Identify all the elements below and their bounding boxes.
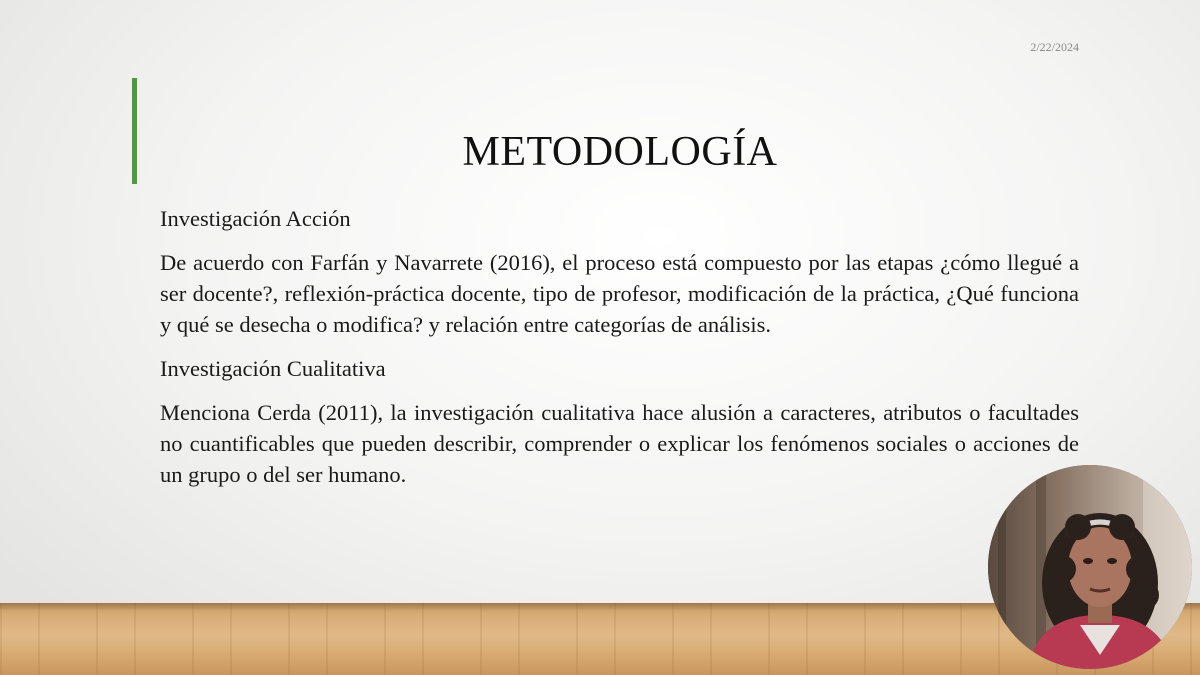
paragraph-qualitative-research: Menciona Cerda (2011), la investigación cualitativa hace alusión a caracteres, atributos o facultades no cuantificables que pueden describir, comprender o explicar los fenómenos sociales o acciones de un grupo o del ser humano. [160, 400, 1079, 487]
presenter-webcam-overlay [988, 465, 1192, 669]
slide-date: 2/22/2024 [1030, 40, 1079, 54]
paragraph-action-research: De acuerdo con Farfán y Navarrete (2016), el proceso está compuesto por las etapas ¿cómo llegué a ser docente?, reflexión-práctica docente, tipo de profesor, modificación de la práctica, ¿Qué funciona y qué se desecha o modifica? y relación entre categorías de análisis. [160, 250, 1079, 337]
slide-title-text: METODOLOGÍA [462, 129, 778, 175]
section-heading-action-research: Investigación Acción [160, 206, 351, 231]
slide-body [160, 203, 1079, 503]
title-accent-bar [132, 78, 137, 184]
slide-title [160, 128, 1080, 176]
section-heading-qualitative-research: Investigación Cualitativa [160, 356, 386, 381]
presenter-video-icon [988, 465, 1192, 669]
